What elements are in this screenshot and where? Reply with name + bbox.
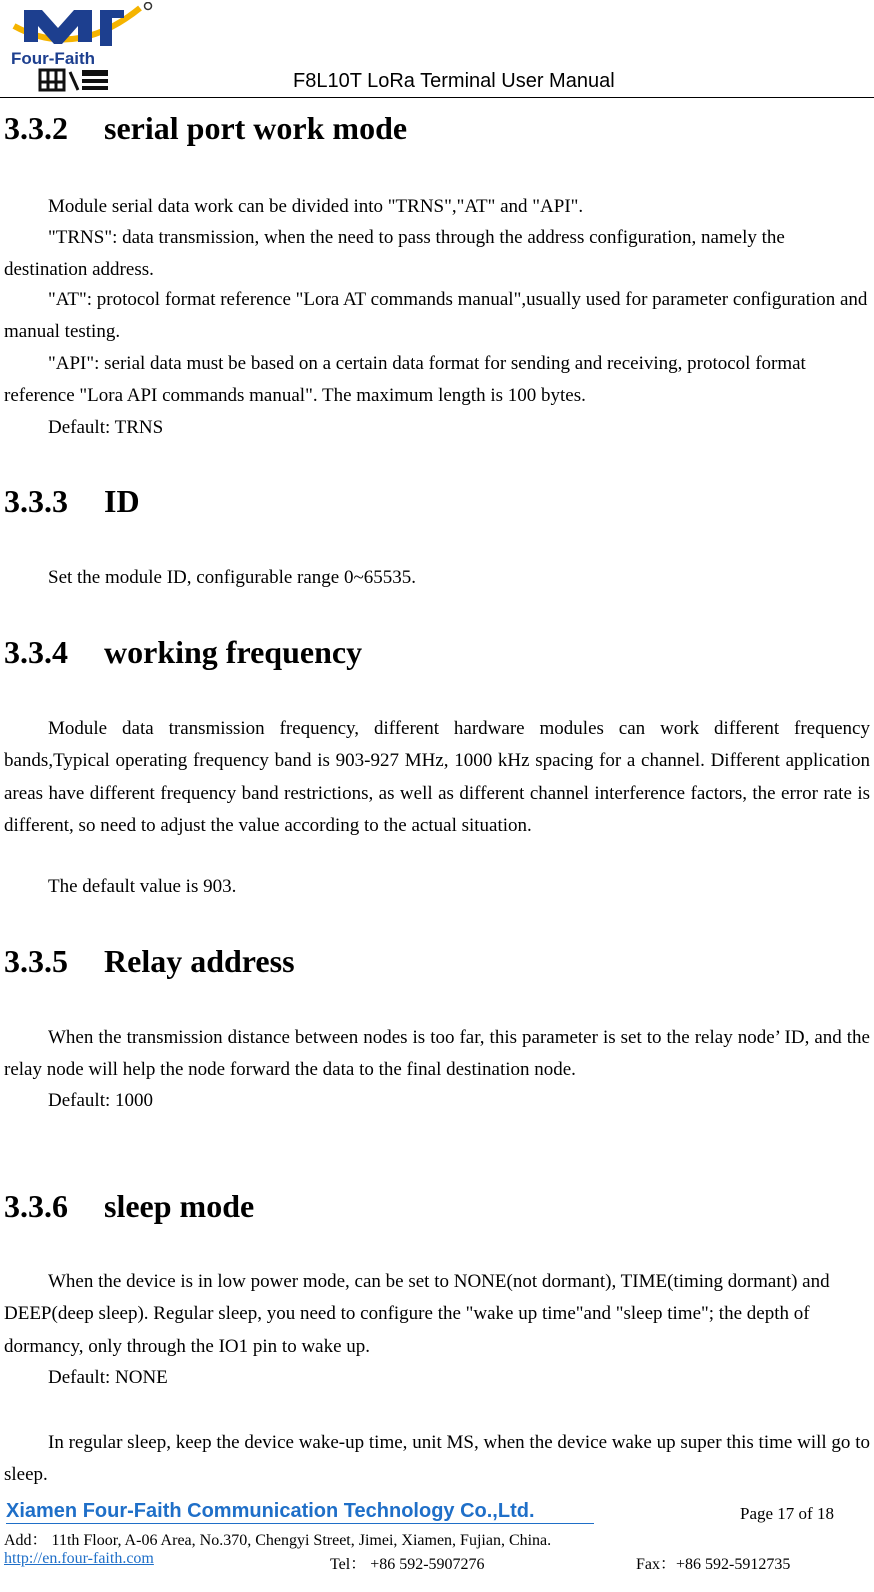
paragraph: When the device is in low power mode, can be set to NONE(not dormant), TIME(timing dormant) and DEEP(deep sleep). Regular sleep, you need to configure the "wake up time"and "sleep time"; the depth of dormancy, only through the IO1 pin to wake up. <box>4 1271 830 1357</box>
svg-text:Four-Faith: Four-Faith <box>11 49 96 68</box>
section-heading-3-3-4 <box>4 634 362 671</box>
paragraph: The default value is 903. <box>48 876 237 897</box>
company-logo <box>6 2 156 94</box>
paragraph: "TRNS": data transmission, when the need to pass through the address configuration, namely the destination address. <box>4 227 785 281</box>
footer-telephone: Tel： +86 592-5907276 <box>330 1556 485 1573</box>
paragraph: Default: NONE <box>48 1367 168 1388</box>
section-title: Relay address <box>104 943 295 979</box>
section-number: 3.3.4 <box>4 634 68 670</box>
paragraph: Module data transmission frequency, different hardware modules can work different frequency bands,Typical operating frequency band is 903-927 MHz, 1000 kHz spacing for a channel. Different application areas have different frequency band restrictions, as well as different channel interference factors, the error rate is different, so need to adjust the value according to the actual situation. <box>4 718 870 836</box>
section-number: 3.3.6 <box>4 1188 68 1224</box>
four-faith-logo-icon <box>6 2 156 94</box>
section-number: 3.3.5 <box>4 943 68 979</box>
page-number: Page 17 of 18 <box>740 1504 834 1523</box>
paragraph: Default: 1000 <box>48 1090 154 1111</box>
document-title: F8L10T LoRa Terminal User Manual <box>293 70 615 92</box>
section-title: serial port work mode <box>104 110 408 146</box>
section-heading-3-3-3 <box>4 483 140 520</box>
paragraph: "API": serial data must be based on a certain data format for sending and receiving, protocol format reference "Lora API commands manual". The maximum length is 100 bytes. <box>4 353 806 407</box>
header-divider <box>0 97 874 98</box>
section-heading-3-3-2 <box>4 110 407 147</box>
footer-company: Xiamen Four-Faith Communication Technology Co.,Ltd. <box>6 1500 535 1522</box>
paragraph: "AT": protocol format reference "Lora AT commands manual",usually used for parameter configuration and manual testing. <box>4 289 868 343</box>
section-title: sleep mode <box>104 1188 255 1224</box>
section-title: working frequency <box>104 634 363 670</box>
paragraph: Set the module ID, configurable range 0~65535. <box>48 567 417 588</box>
footer-website-link[interactable]: http://en.four-faith.com <box>4 1550 154 1567</box>
footer-address: Add： 11th Floor, A-06 Area, No.370, Chengyi Street, Jimei, Xiamen, Fujian, China. <box>4 1532 552 1549</box>
paragraph: In regular sleep, keep the device wake-up time, unit MS, when the device wake up super this time will go to sleep. <box>4 1432 870 1486</box>
footer-company-underline <box>6 1523 594 1524</box>
section-number: 3.3.2 <box>4 110 68 146</box>
section-number: 3.3.3 <box>4 483 68 519</box>
section-title: ID <box>104 483 140 519</box>
section-heading-3-3-5 <box>4 943 295 980</box>
footer-fax: Fax：+86 592-5912735 <box>636 1556 791 1573</box>
section-heading-3-3-6 <box>4 1188 254 1225</box>
paragraph: When the transmission distance between nodes is too far, this parameter is set to the relay node’ ID, and the relay node will help the node forward the data to the final destination node. <box>4 1027 870 1081</box>
paragraph: Default: TRNS <box>48 417 164 438</box>
paragraph: Module serial data work can be divided into "TRNS","AT" and "API". <box>48 196 584 217</box>
